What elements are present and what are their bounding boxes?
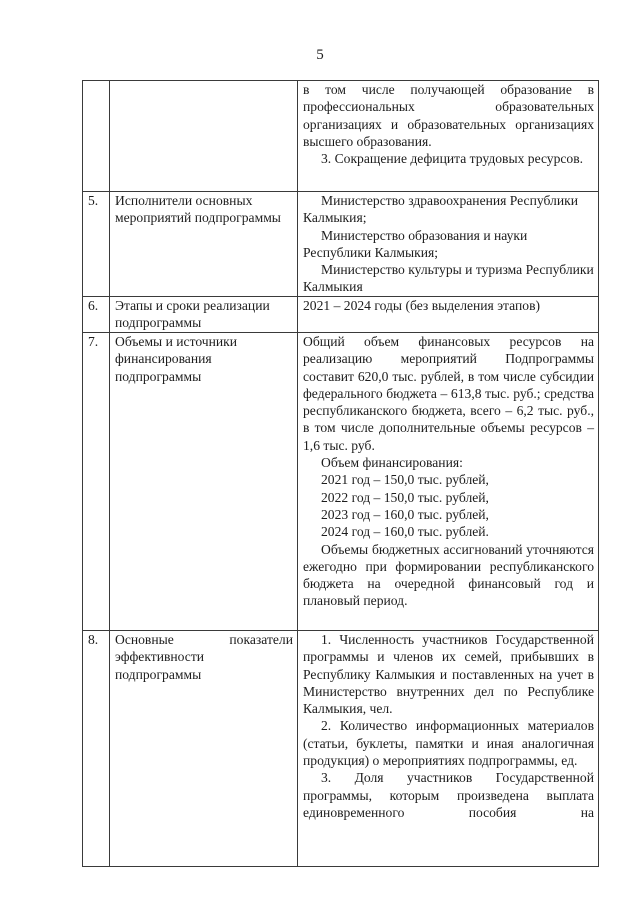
row-number: 6.	[83, 297, 110, 333]
value-paragraph: Министерство культуры и туризма Республики Калмыкия	[303, 262, 594, 295]
row-label	[110, 81, 298, 192]
row-value	[298, 333, 599, 631]
table-row	[83, 81, 599, 192]
page-number: 5	[316, 47, 324, 63]
value-paragraph: в том числе получающей образование в профессиональных образовательных организациях и образовательных организациях высшего образования.	[303, 82, 594, 149]
table-row	[83, 631, 599, 867]
row-label: Основные показатели эффективности подпрограммы	[110, 631, 298, 867]
row-number	[83, 81, 110, 192]
row-number: 8.	[83, 631, 110, 867]
value-paragraph: Объем финансирования:	[321, 455, 463, 471]
value-paragraph: 2023 год – 160,0 тыс. рублей,	[321, 506, 489, 522]
value-paragraph: 1. Численность участников Государственной программы и членов их семей, прибывших в Республику Калмыкия и поставленных на учет в Министерство внутренних дел по Республике Калмыкия, чел.	[303, 632, 594, 717]
row-value	[298, 81, 599, 192]
value-paragraph: 3. Сокращение дефицита трудовых ресурсов.	[321, 151, 584, 167]
value-paragraph: Общий объем финансовых ресурсов на реализацию мероприятий Подпрограммы составит 620,0 тыс. рублей, в том числе субсидии федерального бюджета – 613,8 тыс. руб.; средства республиканского бюджета, всего – 6,2 тыс. руб., в том числе дополнительные объемы ресурсов – 1,6 тыс. руб.	[303, 334, 594, 453]
row-label: Этапы и сроки реализации подпрограммы	[110, 297, 298, 333]
row-value	[298, 192, 599, 297]
table-row	[83, 333, 599, 631]
value-paragraph: 2. Количество информационных материалов (статьи, буклеты, памятки и иная аналогичная продукция) о мероприятиях подпрограммы, ед.	[303, 718, 594, 769]
subprogram-passport-table	[82, 80, 599, 867]
value-paragraph: 2022 год – 150,0 тыс. рублей,	[321, 489, 489, 505]
table-row	[83, 192, 599, 297]
row-label: Исполнители основных мероприятий подпрограммы	[110, 192, 298, 297]
row-label: Объемы и источники финансирования подпрограммы	[110, 333, 298, 631]
value-paragraph: 2024 год – 160,0 тыс. рублей.	[321, 524, 489, 540]
value-paragraph: Объемы бюджетных ассигнований уточняются ежегодно при формировании республиканского бюджета на очередной финансовый год и плановый период.	[303, 541, 594, 609]
row-value	[298, 297, 599, 333]
value-paragraph: Министерство образования и науки Республики Калмыкия;	[303, 227, 528, 260]
row-number: 5.	[83, 192, 110, 297]
value-paragraph: 2021 год – 150,0 тыс. рублей,	[321, 472, 489, 488]
row-value	[298, 631, 599, 867]
value-paragraph: 2021 – 2024 годы (без выделения этапов)	[303, 298, 541, 313]
value-paragraph: 3. Доля участников Государственной программы, которым произведена выплата единовременного пособия на	[303, 770, 594, 820]
table-row	[83, 297, 599, 333]
row-number: 7.	[83, 333, 110, 631]
value-paragraph: Министерство здравоохранения Республики Калмыкия;	[303, 193, 578, 226]
